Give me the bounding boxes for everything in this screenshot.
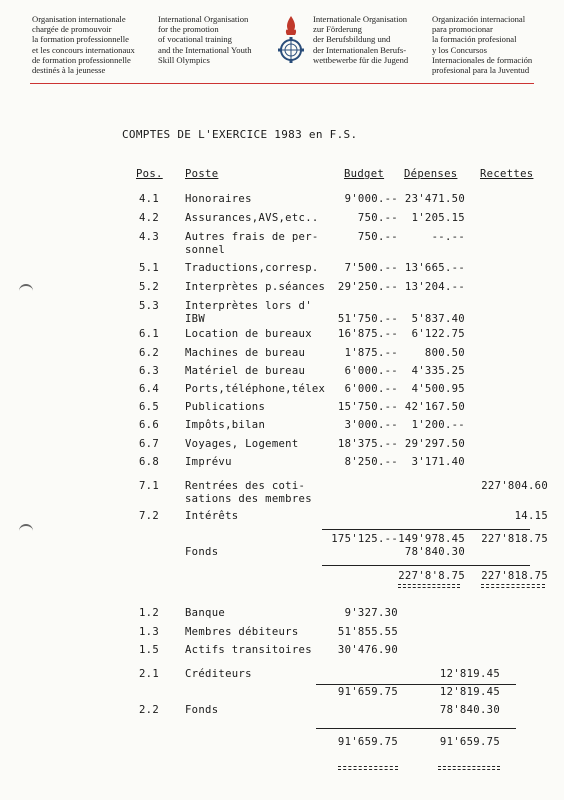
double-underline xyxy=(338,766,398,770)
row-poste: Impôts,bilan xyxy=(185,419,266,431)
row-poste: Autres frais de per- xyxy=(185,231,319,243)
letterhead-line: profesional para la Juventud xyxy=(432,65,530,76)
row-budget: 3'000.-- xyxy=(344,419,398,431)
letterhead-line: wettbewerbe für die Jugend xyxy=(313,54,409,65)
row-pos: 6.5 xyxy=(139,401,160,413)
col-header-recettes: Recettes xyxy=(480,168,534,180)
letterhead-english xyxy=(158,14,252,65)
row-pos: 5.1 xyxy=(139,262,160,274)
row-depenses: 5'837.40 xyxy=(411,313,465,325)
letterhead-line: destinés à la jeunesse xyxy=(32,65,106,76)
row-pos: 6.3 xyxy=(139,365,160,377)
letterhead-german xyxy=(313,14,408,65)
row-pos: 6.8 xyxy=(139,456,160,468)
row-pos: 6.1 xyxy=(139,328,160,340)
row-pos: 4.2 xyxy=(139,212,160,224)
total-recettes: 227'818.75 xyxy=(481,533,548,545)
row-depenses: 1'205.15 xyxy=(411,212,465,224)
letterhead-spanish xyxy=(432,14,532,75)
row-poste: Assurances,AVS,etc.. xyxy=(185,212,319,224)
fonds-depenses: 78'840.30 xyxy=(404,546,465,558)
letterhead-line: of vocational training xyxy=(158,34,232,45)
bilan-pos: 1.3 xyxy=(139,626,160,638)
row-poste: Matériel de bureau xyxy=(185,365,306,377)
double-underline xyxy=(398,584,460,588)
letterhead-line: der Berufsbildung und xyxy=(313,34,391,45)
row-depenses: --.-- xyxy=(431,231,465,243)
bilan-total-rule xyxy=(316,728,516,729)
letterhead-line: la formación profesional xyxy=(432,34,517,45)
row-poste: Location de bureaux xyxy=(185,328,312,340)
bilan-label: Banque xyxy=(185,607,226,619)
letterhead-line: for the promotion xyxy=(158,24,219,35)
bilan-fonds-pos: 2.2 xyxy=(139,704,160,716)
letterhead-line: et les concours internationaux xyxy=(32,44,135,55)
row-poste: Publications xyxy=(185,401,266,413)
row-poste: Intérêts xyxy=(185,510,239,522)
letterhead-line: Organisation internationale xyxy=(32,14,126,24)
bilan-subtotal-right: 12'819.45 xyxy=(439,686,500,698)
letterhead-line: zur Förderung xyxy=(313,24,362,35)
row-budget: 6'000.-- xyxy=(344,383,398,395)
row-pos: 5.2 xyxy=(139,281,160,293)
row-depenses: 4'335.25 xyxy=(411,365,465,377)
bilan-fonds-label: Fonds xyxy=(185,704,219,716)
row-depenses: 3'171.40 xyxy=(411,456,465,468)
row-budget: 6'000.-- xyxy=(344,365,398,377)
row-poste: Voyages, Logement xyxy=(185,438,299,450)
row-depenses: 800.50 xyxy=(424,347,465,359)
col-header-budget: Budget xyxy=(344,168,385,180)
col-header-pos: Pos. xyxy=(136,168,163,180)
row-poste: Imprévu xyxy=(185,456,232,468)
row-budget: 9'000.-- xyxy=(344,193,398,205)
row-poste: Rentrées des coti- xyxy=(185,480,306,492)
grand-total-rule xyxy=(322,565,530,566)
letterhead-line: der Internationalen Berufs- xyxy=(313,44,407,55)
row-depenses: 6'122.75 xyxy=(411,328,465,340)
bilan-label: Actifs transitoires xyxy=(185,644,312,656)
letterhead-line: Skill Olympics xyxy=(158,54,210,65)
row-depenses: 4'500.95 xyxy=(411,383,465,395)
row-budget: 750.-- xyxy=(357,231,398,243)
row-depenses: 23'471.50 xyxy=(404,193,465,205)
bilan-pos: 2.1 xyxy=(139,668,160,680)
bilan-total-right: 91'659.75 xyxy=(439,736,500,748)
letterhead-line: para promocionar xyxy=(432,24,493,35)
letterhead-line: International Organisation xyxy=(158,14,249,24)
bilan-pos: 1.5 xyxy=(139,644,160,656)
row-budget: 51'750.-- xyxy=(337,313,398,325)
row-depenses: 29'297.50 xyxy=(404,438,465,450)
row-pos: 4.1 xyxy=(139,193,160,205)
bilan-fonds-right: 78'840.30 xyxy=(439,704,500,716)
row-budget: 1'875.-- xyxy=(344,347,398,359)
total-depenses: 149'978.45 xyxy=(398,533,465,545)
bilan-left: 9'327.30 xyxy=(344,607,398,619)
row-poste: sations des membres xyxy=(185,493,312,505)
row-budget: 750.-- xyxy=(357,212,398,224)
row-poste: sonnel xyxy=(185,244,226,256)
row-pos: 6.7 xyxy=(139,438,160,450)
letterhead-french xyxy=(32,14,135,75)
letterhead-line: la formation professionnelle xyxy=(32,34,129,45)
grand-total-recettes: 227'818.75 xyxy=(481,570,548,582)
row-pos: 4.3 xyxy=(139,231,160,243)
letterhead-line: Organización internacional xyxy=(432,14,526,24)
header-divider xyxy=(30,83,534,84)
col-header-poste: Poste xyxy=(185,168,219,180)
letterhead-line: y los Concursos xyxy=(432,44,487,55)
fonds-label: Fonds xyxy=(185,546,219,558)
row-poste: Honoraires xyxy=(185,193,252,205)
double-underline xyxy=(481,584,545,588)
letterhead-line: and the International Youth xyxy=(158,44,252,55)
row-depenses: 1'200.-- xyxy=(411,419,465,431)
row-poste: IBW xyxy=(185,313,206,325)
bilan-total-left: 91'659.75 xyxy=(337,736,398,748)
row-budget: 7'500.-- xyxy=(344,262,398,274)
row-poste: Machines de bureau xyxy=(185,347,306,359)
row-recettes: 14.15 xyxy=(514,510,548,522)
letterhead-line: chargée de promouvoir xyxy=(32,24,112,35)
organisation-logo-icon xyxy=(278,14,304,66)
bilan-pos: 1.2 xyxy=(139,607,160,619)
row-budget: 8'250.-- xyxy=(344,456,398,468)
row-depenses: 42'167.50 xyxy=(404,401,465,413)
row-depenses: 13'204.-- xyxy=(404,281,465,293)
bilan-label: Créditeurs xyxy=(185,668,252,680)
row-poste: Ports,téléphone,télex xyxy=(185,383,326,395)
row-pos: 5.3 xyxy=(139,300,160,312)
row-budget: 15'750.-- xyxy=(337,401,398,413)
bilan-rule xyxy=(316,684,516,685)
total-rule xyxy=(322,529,530,530)
total-budget: 175'125.-- xyxy=(331,533,398,545)
row-budget: 18'375.-- xyxy=(337,438,398,450)
punch-hole xyxy=(19,524,33,535)
double-underline xyxy=(438,766,500,770)
grand-total-depenses: 227'8'8.75 xyxy=(398,570,465,582)
row-budget: 29'250.-- xyxy=(337,281,398,293)
letterhead-line: Internationale Organisation xyxy=(313,14,408,24)
row-poste: Traductions,corresp. xyxy=(185,262,319,274)
row-pos: 6.6 xyxy=(139,419,160,431)
bilan-left: 30'476.90 xyxy=(337,644,398,656)
bilan-left: 51'855.55 xyxy=(337,626,398,638)
row-pos: 7.1 xyxy=(139,480,160,492)
bilan-right: 12'819.45 xyxy=(439,668,500,680)
row-pos: 7.2 xyxy=(139,510,160,522)
row-pos: 6.2 xyxy=(139,347,160,359)
row-recettes: 227'804.60 xyxy=(481,480,548,492)
letterhead-line: Internacionales de formación xyxy=(432,54,533,65)
bilan-label: Membres débiteurs xyxy=(185,626,299,638)
page-title: COMPTES DE L'EXERCICE 1983 en F.S. xyxy=(122,128,358,141)
row-poste: Interprètes lors d' xyxy=(185,300,312,312)
row-poste: Interprètes p.séances xyxy=(185,281,326,293)
bilan-subtotal-left: 91'659.75 xyxy=(337,686,398,698)
row-depenses: 13'665.-- xyxy=(404,262,465,274)
letterhead-line: de formation professionnelle xyxy=(32,54,131,65)
row-budget: 16'875.-- xyxy=(337,328,398,340)
row-pos: 6.4 xyxy=(139,383,160,395)
punch-hole xyxy=(19,284,33,295)
col-header-depenses: Dépenses xyxy=(404,168,458,180)
